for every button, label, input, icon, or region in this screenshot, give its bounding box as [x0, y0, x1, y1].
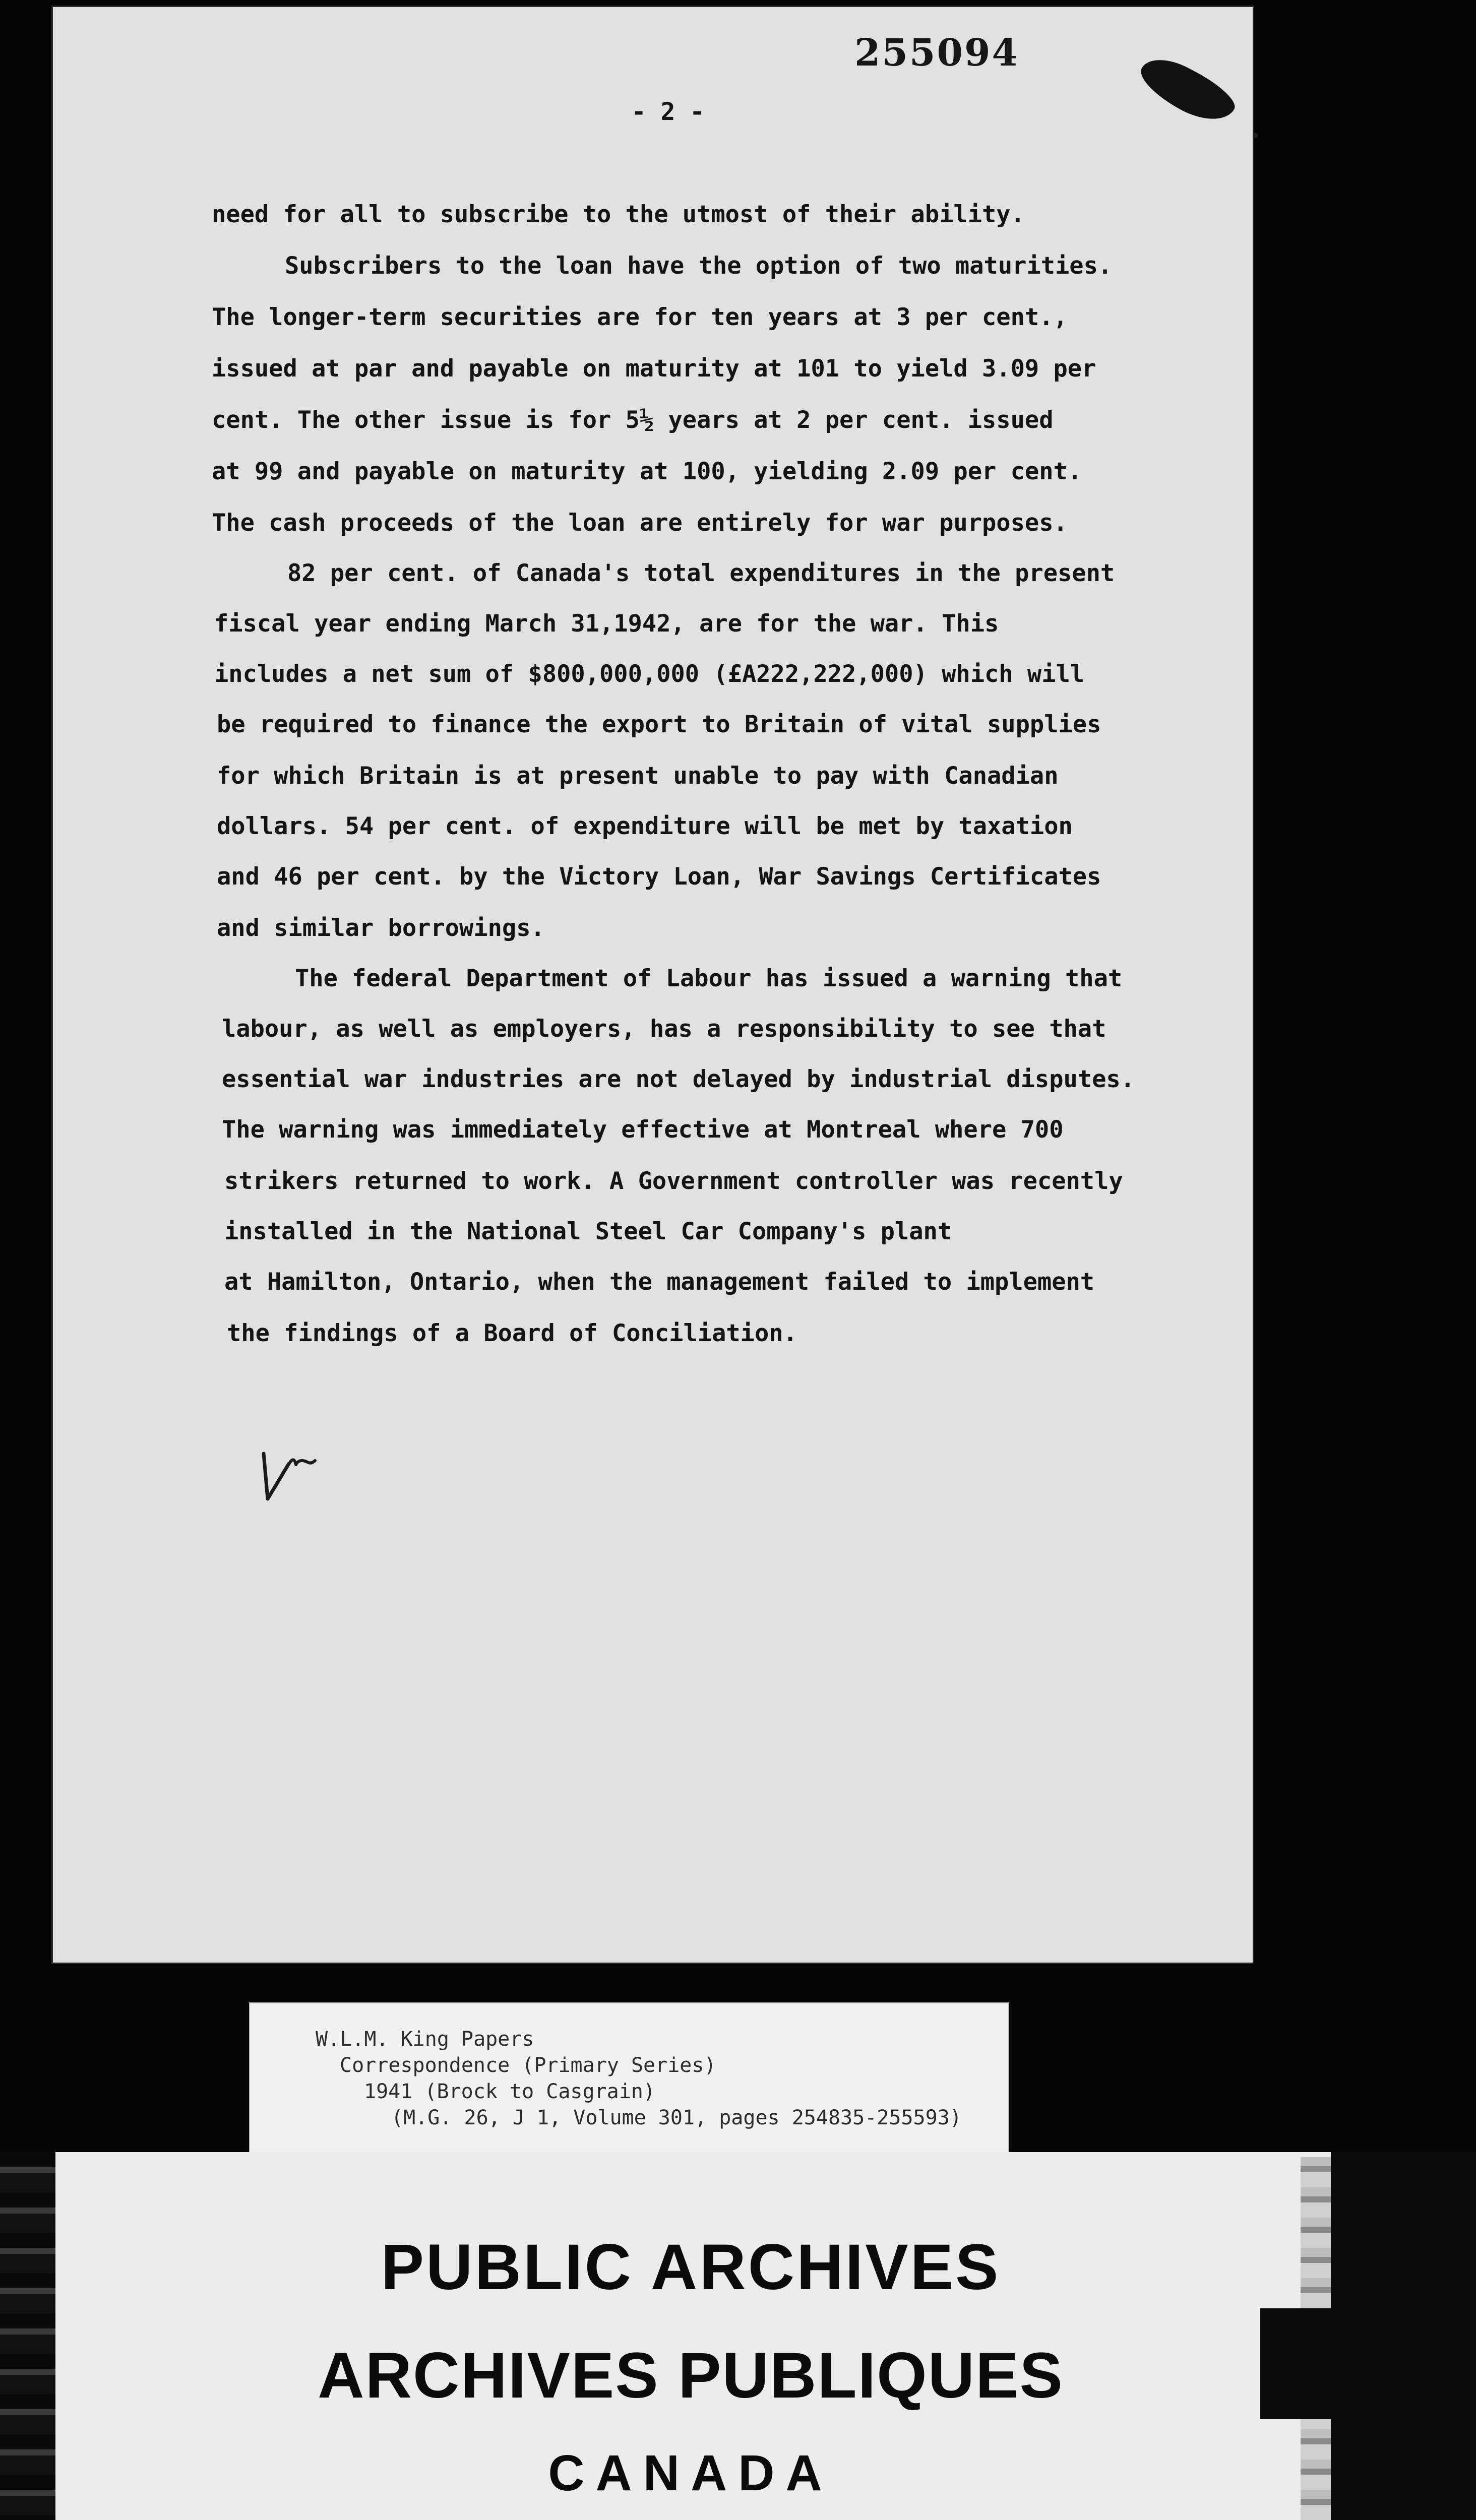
label-line: 1941 (Brock to Casgrain): [364, 2080, 655, 2103]
text-line: need for all to subscribe to the utmost of their ability.: [212, 201, 1025, 228]
text-line: for which Britain is at present unable to pay with Canadian: [217, 762, 1059, 790]
text-line: labour, as well as employers, has a responsibility to see that: [222, 1015, 1106, 1043]
label-line: W.L.M. King Papers: [316, 2028, 534, 2051]
archive-title-english: PUBLIC ARCHIVES: [381, 2231, 1001, 2303]
text-line: dollars. 54 per cent. of expenditure will be met by taxation: [217, 812, 1073, 840]
ink-blot: [1133, 49, 1241, 132]
text-line: The federal Department of Labour has issued a warning that: [295, 965, 1123, 992]
text-line: The warning was immediately effective at Montreal where 700: [222, 1116, 1064, 1144]
text-line: includes a net sum of $800,000,000 (£A222,222,000) which will: [214, 660, 1085, 688]
document-number: 255094: [854, 31, 1019, 75]
label-line: Correspondence (Primary Series): [340, 2054, 716, 2077]
handwritten-check-mark-icon: [259, 1438, 329, 1509]
text-line: be required to finance the export to Britain of vital supplies: [217, 711, 1101, 738]
archive-country: CANADA: [548, 2445, 833, 2501]
text-line: and 46 per cent. by the Victory Loan, War Savings Certificates: [217, 863, 1101, 891]
collection-label: [250, 2003, 1008, 2155]
text-line: fiscal year ending March 31,1942, are for the war. This: [214, 610, 999, 638]
text-line: strikers returned to work. A Government controller was recently: [224, 1167, 1123, 1195]
text-line: at Hamilton, Ontario, when the management failed to implement: [224, 1268, 1095, 1296]
text-line: Subscribers to the loan have the option of two maturities.: [285, 252, 1113, 280]
text-line: The longer-term securities are for ten years at 3 per cent.,: [212, 303, 1068, 331]
text-line: essential war industries are not delayed by industrial disputes.: [222, 1065, 1135, 1093]
text-line: cent. The other issue is for 5½ years at 2 per cent. issued: [212, 406, 1054, 434]
text-line: the findings of a Board of Conciliation.: [227, 1319, 797, 1347]
text-line: and similar borrowings.: [217, 914, 545, 942]
text-line: 82 per cent. of Canada's total expenditures in the present: [287, 559, 1115, 587]
label-line: (M.G. 26, J 1, Volume 301, pages 254835-255593): [391, 2106, 962, 2129]
text-line: issued at par and payable on maturity at 101 to yield 3.09 per: [212, 355, 1096, 383]
text-line: The cash proceeds of the loan are entirely for war purposes.: [212, 509, 1068, 537]
document-page: [53, 7, 1253, 1963]
archive-title-french: ARCHIVES PUBLIQUES: [318, 2340, 1064, 2412]
ink-dot: [1253, 133, 1258, 138]
text-line: at 99 and payable on maturity at 100, yielding 2.09 per cent.: [212, 458, 1082, 485]
page-number: - 2 -: [631, 98, 705, 126]
text-line: installed in the National Steel Car Company's plant: [224, 1218, 952, 1245]
